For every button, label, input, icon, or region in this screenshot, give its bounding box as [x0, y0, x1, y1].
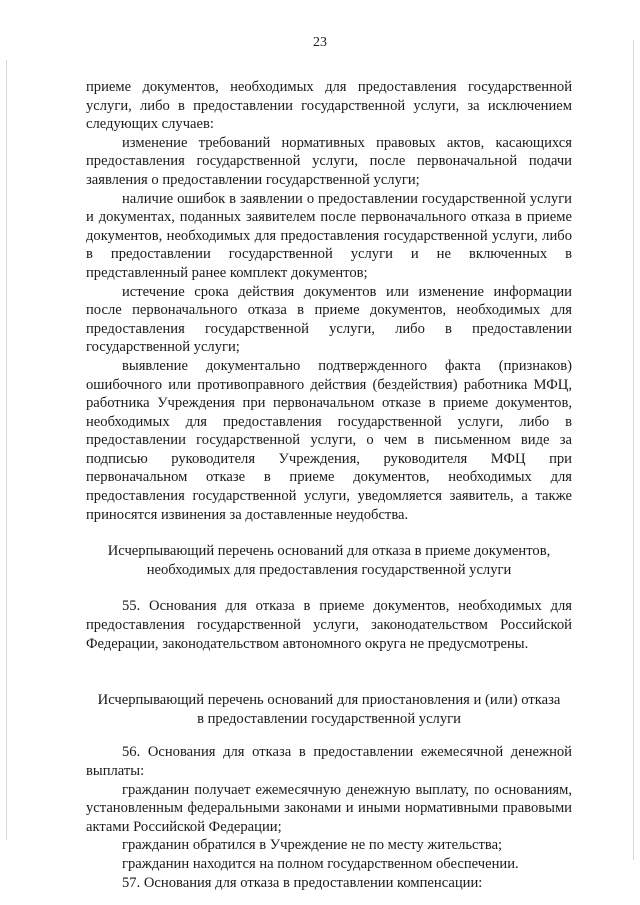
exception-item-2: наличие ошибок в заявлении о предоставлении государственной услуги и документах, поданных заявителем после первоначального отказа в приеме документов, необходимых для предоставления государственной услуги, либо в предоставлении государственной услуги и не включенных в представленный ранее комплект документов; — [86, 190, 572, 281]
scan-edge-left — [6, 60, 7, 840]
exception-item-1: изменение требований нормативных правовых актов, касающихся предоставления государственной услуги, после первоначальной подачи заявления о предоставлении государственной услуги; — [86, 134, 572, 188]
refusal-reason-2: гражданин обратился в Учреждение не по месту жительства; — [122, 837, 503, 854]
exception-item-3: истечение срока действия документов или изменение информации после первоначального отказа в приеме документов, необходимых для предоставления государственной услуги, либо в предоставлении государственной услуги; — [86, 283, 572, 356]
scan-edge-right — [633, 40, 634, 860]
exception-item-4: выявление документально подтвержденного факта (признаков) ошибочного или противоправного действия (бездействия) работника МФЦ, работника Учреждения при первоначальном отказе в приеме документов, необходимых для предоставления государственной услуги, либо в предоставлении государственной услуги, о чем в письменном виде за подписью руководителя Учреждения, руководителя МФЦ при первоначальном отказе в приеме документов, необходимых для предоставления государственной услуги, уведомляется заявитель, а также приносятся извинения за доставленные неудобства. — [86, 357, 572, 523]
section-heading-1-line-1: Исчерпывающий перечень оснований для отказа в приеме документов, — [107, 543, 551, 560]
page-number: 23 — [313, 35, 327, 50]
paragraph-56: 56. Основания для отказа в предоставлении ежемесячной денежной выплаты: — [86, 744, 572, 779]
paragraph-55: 55. Основания для отказа в приеме документов, необходимых для предоставления государственной услуги, законодательством Российской Федерации, законодательством автономного округа не предусмотрены. — [86, 598, 572, 652]
paragraph-continuation: приеме документов, необходимых для предоставления государственной услуги, либо в предоставлении государственной услуги, за исключением следующих случаев: — [86, 79, 572, 133]
section-heading-1-line-2: необходимых для предоставления государственной услуги — [146, 561, 512, 578]
document-body — [86, 78, 572, 892]
refusal-reason-3: гражданин находится на полном государственном обеспечении. — [122, 855, 519, 872]
refusal-reason-1: гражданин получает ежемесячную денежную выплату, по основаниям, установленным федеральными законами и иными нормативными правовыми актами Российской Федерации; — [86, 781, 572, 835]
paragraph-57: 57. Основания для отказа в предоставлении компенсации: — [122, 874, 483, 891]
section-heading-2-line-1: Исчерпывающий перечень оснований для приостановления и (или) отказа — [97, 692, 561, 709]
section-heading-2-line-2: в предоставлении государственной услуги — [197, 710, 461, 727]
